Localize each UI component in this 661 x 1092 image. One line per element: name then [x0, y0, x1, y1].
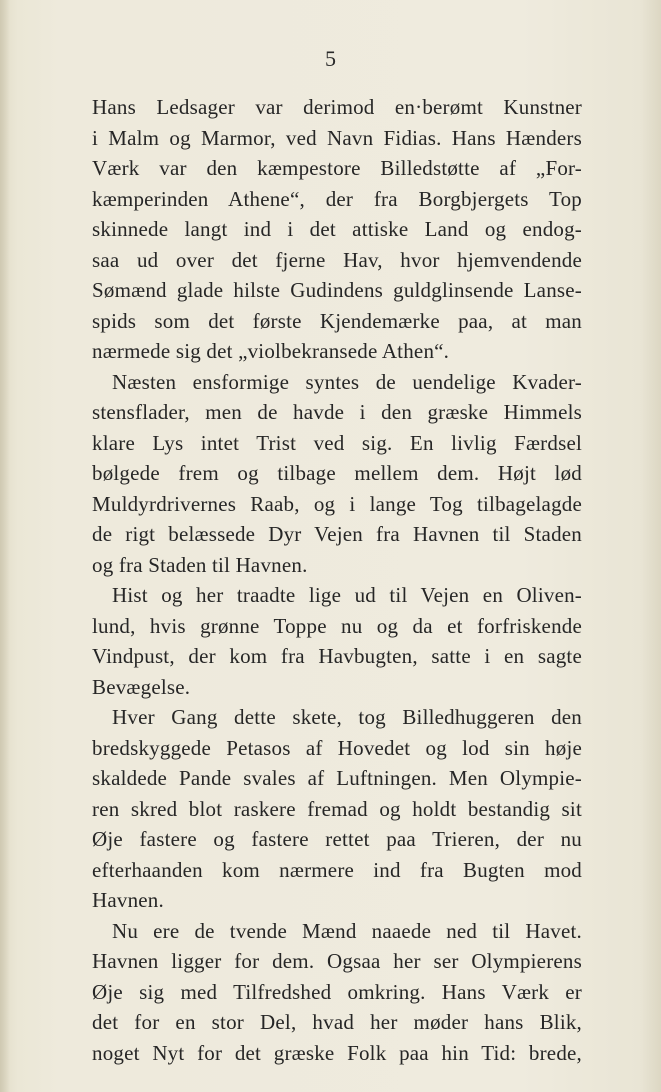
text-line: lund, hvis grønne Toppe nu og da et forfriskende [92, 613, 582, 638]
text-line: ren skred blot raskere fremad og holdt bestandig sit [92, 796, 582, 821]
text-line: de rigt belæssede Dyr Vejen fra Havnen til Staden [92, 522, 582, 546]
text-line: skinnede langt ind i det attiske Land og endog- [92, 217, 582, 241]
text-line: saa ud over det fjerne Hav, hvor hjemvendende [92, 247, 582, 272]
text-line: Øje sig med Tilfredshed omkring. Hans Værk er [92, 979, 582, 1004]
body-text [92, 92, 582, 1068]
text-line: Bevægelse. [92, 674, 191, 699]
text-line: bølgede frem og tilbage mellem dem. Højt lød [92, 461, 582, 485]
text-line: Havnen ligger for dem. Ogsaa her ser Olympierens [92, 949, 582, 973]
text-line: Hist og her traadte lige ud til Vejen en Oliven- [112, 583, 582, 607]
text-line: spids som det første Kjendemærke paa, at man [92, 308, 582, 333]
text-line: bredskyggede Petasos af Hovedet og lod sin høje [92, 735, 582, 760]
text-line: Hver Gang dette skete, tog Billedhuggeren den [112, 705, 582, 729]
text-line: efterhaanden kom nærmere ind fra Bugten mod [92, 857, 582, 882]
page-gutter-shadow [0, 0, 10, 1092]
text-line: Nu ere de tvende Mænd naaede ned til Havet. [112, 918, 582, 943]
text-line: Øje fastere og fastere rettet paa Trieren, der nu [92, 827, 582, 851]
text-line: Vindpust, der kom fra Havbugten, satte i en sagte [92, 644, 582, 668]
page-number: 5 [325, 46, 336, 71]
text-line: kæmperinden Athene“, der fra Borgbjergets Top [92, 186, 582, 211]
text-line: nærmede sig det „violbekransede Athen“. [92, 339, 450, 363]
text-line: Værk var den kæmpestore Billedstøtte af „For- [92, 156, 582, 180]
text-line: skaldede Pande svales af Luftningen. Men Olympie- [92, 766, 582, 790]
text-line: i Malm og Marmor, ved Navn Fidias. Hans Hænders [92, 125, 582, 150]
text-line: klare Lys intet Trist ved sig. En livlig Færdsel [92, 430, 582, 455]
text-line: Hans Ledsager var derimod en·berømt Kunstner [92, 95, 582, 119]
text-line: og fra Staden til Havnen. [92, 552, 308, 577]
text-line: stensflader, men de havde i den græske Himmels [92, 400, 582, 424]
text-line: Havnen. [92, 888, 164, 912]
text-line: noget Nyt for det græske Folk paa hin Tid: brede, [92, 1040, 582, 1065]
text-line: Muldyrdrivernes Raab, og i lange Tog tilbagelagde [92, 491, 582, 516]
text-line: det for en stor Del, hvad her møder hans Blik, [92, 1010, 582, 1034]
text-line: Næsten ensformige syntes de uendelige Kvader- [112, 369, 582, 394]
text-line: Sømænd glade hilste Gudindens guldglinsende Lanse- [92, 278, 582, 302]
